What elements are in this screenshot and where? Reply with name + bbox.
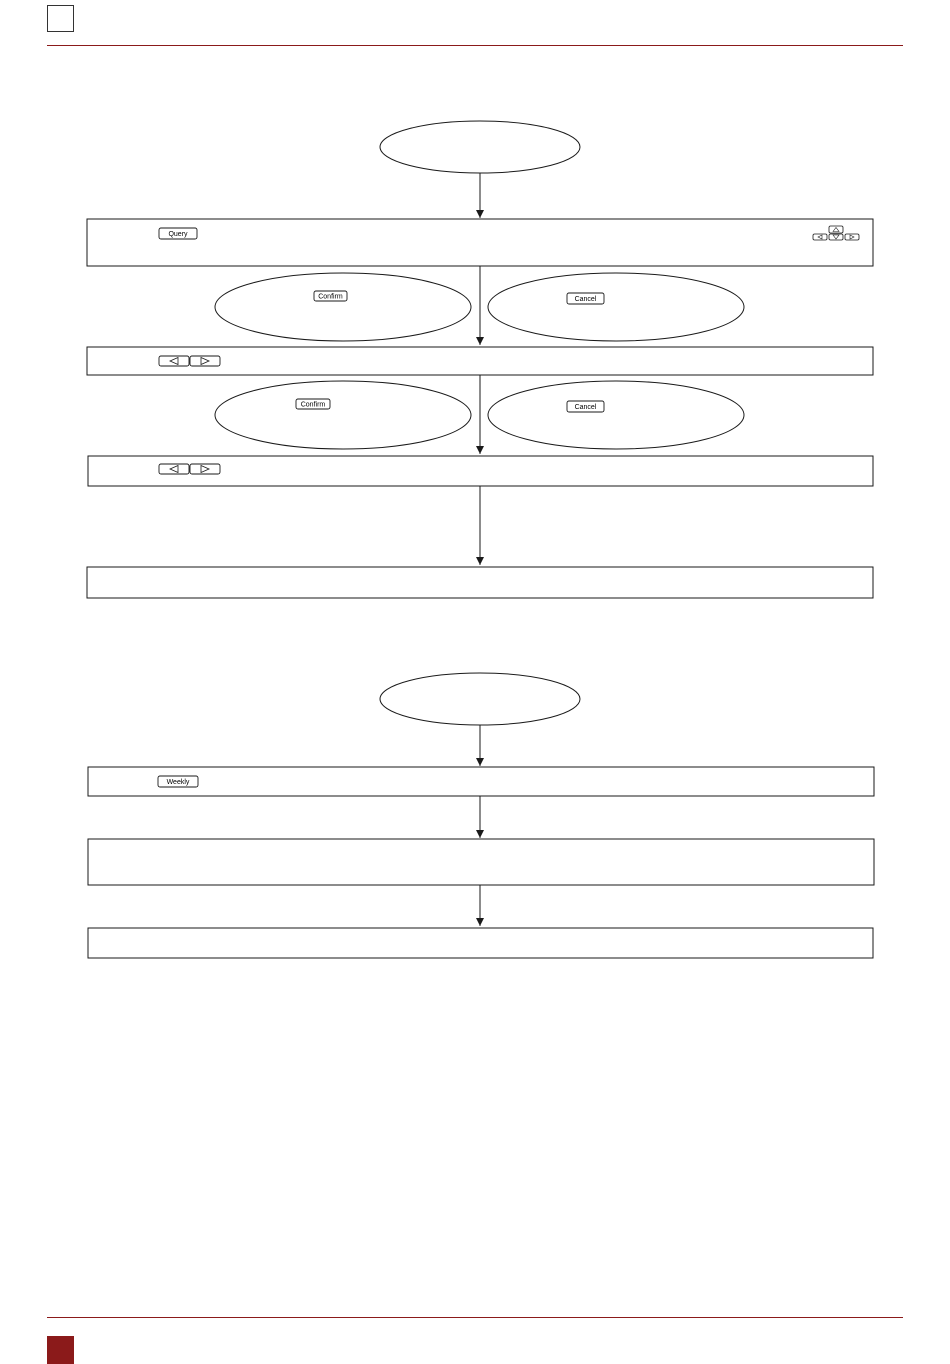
- cancel-key-label: Cancel: [574, 404, 597, 411]
- flowchart-1-branch-2-confirm-oval: [215, 381, 471, 449]
- flowchart-1: [87, 121, 873, 598]
- cancel-key-label: Cancel: [574, 296, 597, 303]
- flowchart-2-step-1-box: [88, 767, 874, 796]
- query-key-label: Query: [168, 231, 188, 238]
- confirm-key-label: Confirm: [300, 401, 326, 409]
- flowchart-1-step-1-box: [87, 219, 873, 266]
- weekly-key-label: Weekly: [166, 779, 190, 786]
- confirm-key-icon: [314, 291, 347, 301]
- cancel-key-icon: [567, 401, 604, 412]
- weekly-key-icon: [158, 776, 198, 787]
- confirm-key-label: Confirm: [318, 293, 343, 301]
- flowchart-1-branch-1-cancel-oval: [488, 273, 744, 341]
- flowchart-2: [88, 673, 874, 958]
- flowchart-2-step-3-box: [88, 928, 873, 958]
- query-key-icon: [159, 228, 197, 239]
- flowchart-2-step-2-box: [88, 839, 874, 885]
- confirm-key-icon: [296, 399, 330, 409]
- flowchart-1-start-oval: [380, 121, 580, 173]
- flowchart-2-start-oval: [380, 673, 580, 725]
- flowchart-1-branch-1-confirm-oval: [215, 273, 471, 341]
- flowchart-1-branch-2-cancel-oval: [488, 381, 744, 449]
- cancel-key-icon: [567, 293, 604, 304]
- footer-page-marker: [47, 1336, 74, 1364]
- footer-rule: [47, 1317, 903, 1318]
- flowchart-1-step-4-box: [87, 567, 873, 598]
